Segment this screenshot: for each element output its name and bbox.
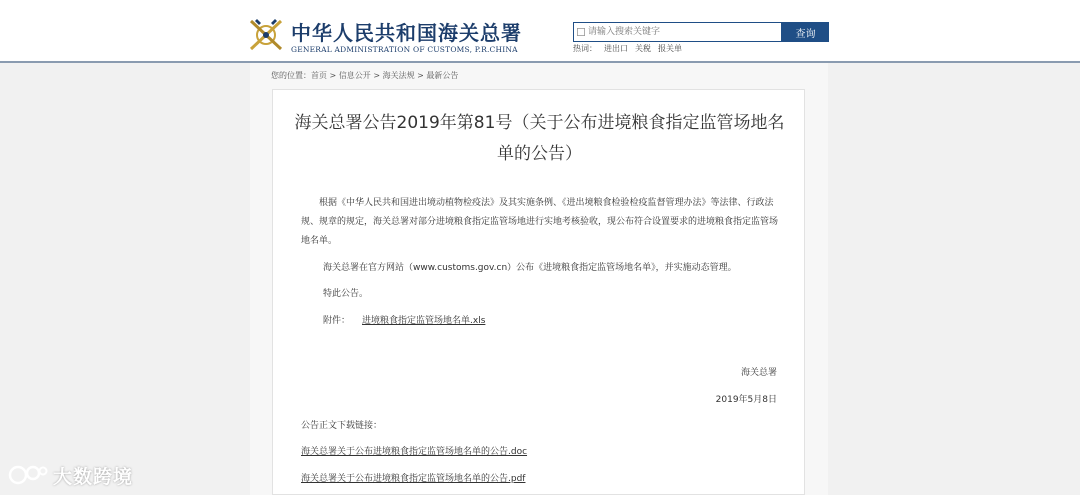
hot-words-label: 热词： <box>573 44 597 53</box>
publish-date: 2019年5月8日 <box>715 395 777 405</box>
hot-word-link[interactable]: 进出口 <box>604 44 628 53</box>
site-logo[interactable] <box>247 15 522 59</box>
attachment-label: 附件： <box>323 316 351 326</box>
search-button[interactable]: 查询 <box>782 22 829 42</box>
logo-chinese-name: 中华人民共和国海关总署 <box>291 21 522 45</box>
hot-word-link[interactable]: 关税 <box>635 44 651 53</box>
article-title: 海关总署公告2019年第81号（关于公布进境粮食指定监管场地名单的公告） <box>294 113 785 164</box>
hot-word-link[interactable]: 报关单 <box>658 44 682 53</box>
search-icon <box>577 28 585 36</box>
search-input[interactable] <box>573 22 782 42</box>
article-card <box>272 89 805 495</box>
attachment-link[interactable]: 进境粮食指定监管场地名单.xls <box>362 316 486 326</box>
hot-words <box>573 43 689 54</box>
weibo-style-logo-icon <box>8 462 48 486</box>
signer: 海关总署 <box>740 368 777 378</box>
search-bar <box>573 22 829 42</box>
article-paragraph: 海关总署在官方网站（www.customs.gov.cn）公布《进境粮食指定监管场地名单》，并实施动态管理。 <box>323 263 737 273</box>
watermark-text: 大数跨境 <box>53 466 134 488</box>
breadcrumb[interactable]: 您的位置：首页 > 信息公开 > 海关法规 > 最新公告 <box>271 71 459 80</box>
content-page <box>250 63 828 495</box>
article-paragraph: 根据《中华人民共和国进出境动植物检疫法》及其实施条例、《进出境粮食检验检疫监督管理办法》等法律、行政法规、规章的规定，海关总署对部分进境粮食指定监管场地进行实地考核验收，现公布符合设置要求的进境粮食指定监管场地名单。 <box>301 198 779 246</box>
site-header <box>0 0 1080 63</box>
article-paragraph: 特此公告。 <box>323 289 369 299</box>
attachment-row <box>323 312 803 331</box>
download-doc-link[interactable]: 海关总署关于公布进境粮食指定监管场地名单的公告.doc <box>301 447 528 457</box>
logo-english-name: GENERAL ADMINISTRATION OF CUSTOMS, P.R.CHINA <box>291 45 518 54</box>
customs-emblem-icon <box>247 15 285 55</box>
download-pdf-link[interactable]: 海关总署关于公布进境粮食指定监管场地名单的公告.pdf <box>301 474 526 484</box>
download-label: 公告正文下载链接： <box>301 421 383 431</box>
